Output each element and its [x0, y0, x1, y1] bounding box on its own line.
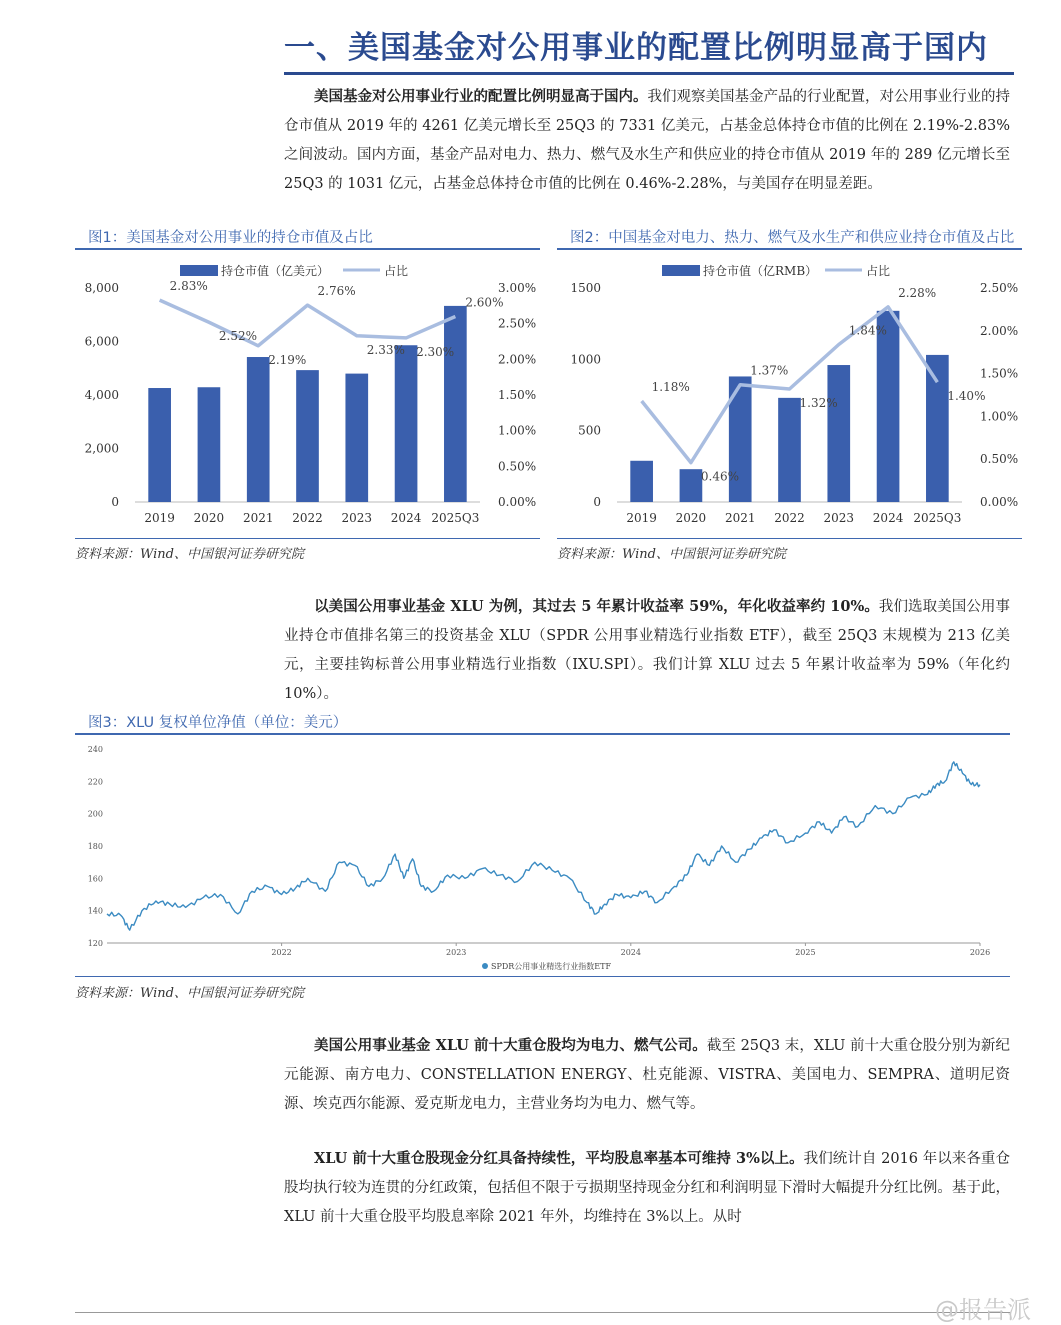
fig2-y-tick: 500 — [578, 423, 601, 438]
fig2-x-tick: 2020 — [675, 511, 707, 525]
fig1-legend-line-label: 占比 — [384, 264, 409, 278]
fig1-y-tick: 2,000 — [84, 441, 119, 456]
fig1-ratio-label: 2.30% — [416, 344, 455, 359]
fig2-y2-tick: 0.50% — [980, 452, 1019, 467]
figure-1-svg — [75, 252, 540, 537]
fig3-y-tick: 180 — [87, 842, 103, 851]
figure-2-svg — [557, 252, 1022, 537]
fig1-y2-tick: 1.50% — [498, 388, 537, 402]
paragraph-3 — [284, 1031, 1010, 1119]
fig2-y-tick: 1500 — [570, 281, 601, 295]
fig2-y2-tick: 0.00% — [980, 495, 1019, 509]
figure-3-chart — [75, 737, 1010, 975]
figure-3-rule — [75, 733, 1010, 735]
paragraph-3-body: 截至 25Q3 末，XLU 前十大重仓股分别为新纪元能源、南方电力、CONSTELLATION ENERGY、杜克能源、VISTRA、美国电力、SEMPRA、道明尼资源、埃克西尔能源、爱克斯龙电力，主营业务均为电力、燃气等。 — [284, 1038, 1010, 1112]
fig1-y-tick: 8,000 — [84, 281, 119, 295]
fig2-x-tick: 2019 — [626, 511, 657, 525]
fig3-xlu-line — [107, 762, 980, 930]
fig2-legend-bar-swatch — [662, 265, 700, 276]
paragraph-4 — [284, 1144, 1010, 1232]
fig3-legend-marker — [482, 963, 488, 969]
figure-2-chart — [557, 252, 1022, 537]
footer-rule — [75, 1312, 1010, 1313]
figure-2-rule — [557, 248, 1022, 250]
figure-3-title: 图3：XLU 复权单位净值（单位：美元） — [88, 715, 348, 731]
figure-3-bottom-rule — [75, 976, 1010, 977]
fig2-y2-tick: 1.00% — [980, 409, 1019, 424]
fig2-x-tick: 2023 — [823, 511, 855, 525]
fig1-x-tick: 2020 — [193, 511, 225, 525]
fig1-x-tick: 2023 — [341, 511, 373, 525]
fig3-x-tick: 2023 — [446, 948, 467, 957]
fig1-bar — [198, 387, 221, 502]
fig1-ratio-label: 2.19% — [268, 352, 307, 367]
fig3-x-tick: 2026 — [969, 948, 991, 957]
figure-2-title: 图2：中国基金对电力、热力、燃气及水生产和供应业持仓市值及占比 — [570, 230, 1015, 246]
fig1-x-tick: 2024 — [390, 511, 422, 525]
fig2-bar — [630, 461, 653, 502]
fig1-ratio-label: 2.76% — [317, 284, 356, 299]
figure-1-source: 资料来源：Wind、中国银河证券研究院 — [75, 547, 304, 562]
fig2-x-tick: 2025Q3 — [913, 511, 962, 525]
fig1-ratio-line — [160, 300, 456, 346]
fig1-bar — [444, 306, 467, 502]
fig3-y-tick: 160 — [87, 874, 103, 884]
fig3-x-tick: 2022 — [271, 948, 292, 957]
fig2-y2-tick: 2.50% — [980, 281, 1019, 295]
fig1-legend-bar-label: 持仓市值（亿美元） — [221, 264, 330, 278]
fig2-bar — [877, 311, 900, 502]
fig1-ratio-label: 2.52% — [218, 329, 258, 344]
fig1-y2-tick: 3.00% — [498, 281, 537, 295]
fig1-x-tick: 2021 — [242, 511, 274, 525]
figure-1-bottom-rule — [75, 538, 540, 539]
fig2-y2-tick: 1.50% — [980, 366, 1019, 381]
fig1-bar — [395, 345, 418, 502]
paragraph-4-lead: XLU 前十大重仓股现金分红具备持续性，平均股息率基本可维持 3%以上。 — [314, 1150, 804, 1167]
fig1-bar — [148, 388, 171, 502]
fig2-ratio-label: 1.32% — [799, 396, 838, 411]
paragraph-4-body: 我们统计自 2016 年以来各重仓股均执行较为连贯的分红政策，包括但不限于亏损期坚持现金分红和利润明显下滑时大幅提升分红比例。基于此，XLU 前十大重仓股平均股息率除 2021 年外，均维持在 3%以上。从时 — [284, 1151, 1010, 1225]
paragraph-2-body: 我们选取美国公用事业持仓市值排名第三的投资基金 XLU（SPDR 公用事业精选行业指数 ETF），截至 25Q3 末规模为 213 亿美元，主要挂钩标普公用事业精选行业指数（IXU.SPI）。我们计算 XLU 过去 5 年累计收益率为 59%（年化约 10%）。 — [284, 599, 1010, 702]
fig1-y2-tick: 0.00% — [498, 495, 537, 509]
fig1-legend-bar-swatch — [180, 265, 218, 276]
fig1-bar — [296, 370, 319, 502]
fig2-ratio-label: 1.18% — [651, 379, 690, 394]
paragraph-2 — [284, 592, 1010, 709]
fig2-x-tick: 2024 — [872, 511, 904, 525]
fig1-y2-tick: 2.00% — [498, 352, 537, 367]
fig3-y-tick: 220 — [87, 777, 103, 787]
fig3-y-tick: 200 — [87, 809, 103, 819]
fig2-ratio-label: 0.46% — [700, 469, 740, 484]
page-title: 一、美国基金对公用事业的配置比例明显高于国内 — [284, 30, 988, 66]
fig1-y-tick: 4,000 — [84, 388, 119, 402]
figure-2-bottom-rule — [557, 538, 1022, 539]
fig2-y-tick: 0 — [593, 495, 601, 509]
fig1-ratio-label: 2.83% — [169, 279, 208, 294]
fig3-y-tick: 120 — [87, 939, 103, 948]
fig2-legend-line-label: 占比 — [866, 264, 891, 278]
fig2-bar — [926, 355, 949, 502]
fig1-x-tick: 2025Q3 — [431, 511, 480, 525]
figure-3-source: 资料来源：Wind、中国银河证券研究院 — [75, 986, 304, 1001]
fig3-legend-label: SPDR公用事业精选行业指数ETF — [491, 962, 612, 971]
fig2-legend-bar-label: 持仓市值（亿RMB） — [703, 264, 818, 278]
fig1-y-tick: 0 — [111, 495, 119, 509]
paragraph-1-lead: 美国基金对公用事业行业的配置比例明显高于国内。 — [314, 88, 648, 105]
fig3-x-tick: 2024 — [620, 948, 641, 957]
fig1-ratio-label: 2.33% — [366, 342, 405, 357]
paragraph-2-lead: 以美国公用事业基金 XLU 为例，其过去 5 年累计收益率 59%，年化收益率约 10%。 — [314, 598, 879, 615]
fig2-ratio-label: 2.28% — [898, 285, 937, 300]
fig1-x-tick: 2022 — [292, 511, 323, 525]
fig2-bar — [827, 365, 850, 502]
fig1-y2-tick: 0.50% — [498, 459, 537, 474]
title-rule — [284, 72, 1014, 75]
fig1-bar — [247, 357, 270, 502]
fig2-ratio-label: 1.37% — [750, 363, 789, 378]
fig3-x-tick: 2025 — [795, 948, 816, 957]
fig3-y-tick: 140 — [87, 906, 103, 916]
fig1-y2-tick: 2.50% — [498, 316, 537, 331]
fig2-y2-tick: 2.00% — [980, 323, 1019, 338]
fig1-y-tick: 6,000 — [84, 334, 119, 349]
fig2-bar — [778, 398, 801, 502]
figure-1-chart — [75, 252, 540, 537]
figure-1-title: 图1：美国基金对公用事业的持仓市值及占比 — [88, 230, 373, 246]
figure-3-svg — [75, 737, 1010, 975]
fig2-ratio-label: 1.84% — [848, 323, 887, 338]
fig2-x-tick: 2022 — [774, 511, 805, 525]
fig1-ratio-label: 2.60% — [465, 295, 504, 310]
paragraph-3-lead: 美国公用事业基金 XLU 前十大重仓股均为电力、燃气公司。 — [314, 1037, 707, 1054]
fig3-y-tick: 240 — [87, 745, 103, 754]
figure-1-rule — [75, 248, 540, 250]
paragraph-1-body: 我们观察美国基金产品的行业配置，对公用事业行业的持仓市值从 2019 年的 4261 亿美元增长至 25Q3 的 7331 亿美元，占基金总体持仓市值的比例在 2.19%-2.83%之间波动。国内方面，基金产品对电力、热力、燃气及水生产和供应业的持仓市值从 2019 年的 289 亿元增长至 25Q3 的 1031 亿元，占基金总体持仓市值的比例在 0.46%-2.28%，与美国存在明显差距。 — [284, 89, 1010, 192]
watermark: @报告派 — [935, 1296, 1031, 1324]
fig1-y2-tick: 1.00% — [498, 423, 537, 438]
fig2-y-tick: 1000 — [570, 352, 601, 367]
fig1-x-tick: 2019 — [144, 511, 175, 525]
paragraph-1 — [284, 82, 1010, 199]
fig1-bar — [345, 374, 368, 502]
fig2-x-tick: 2021 — [724, 511, 756, 525]
fig2-bar — [680, 469, 703, 502]
fig2-ratio-label: 1.40% — [947, 389, 986, 404]
figure-2-source: 资料来源：Wind、中国银河证券研究院 — [557, 547, 786, 562]
